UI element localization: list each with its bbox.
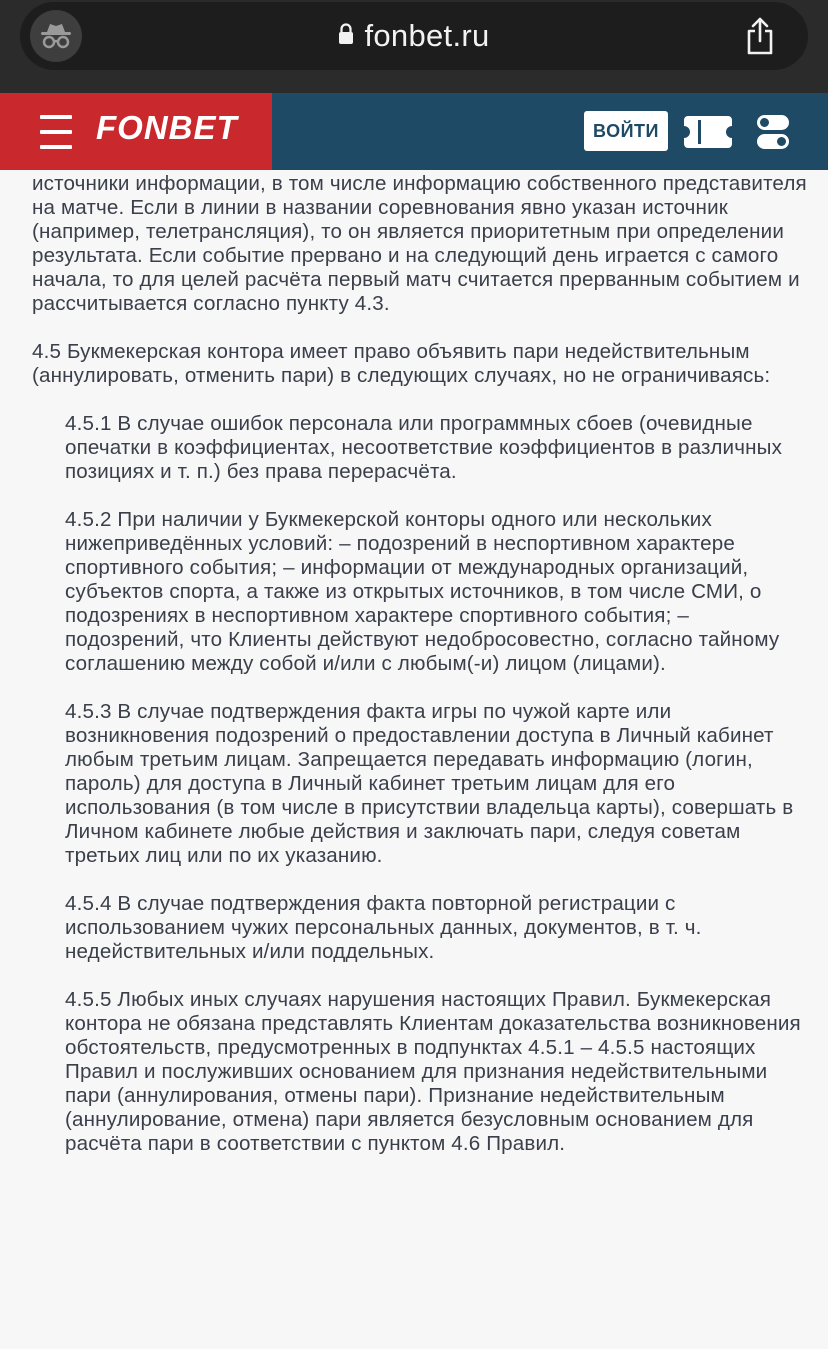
paragraph-4-5-2: 4.5.2 При наличии у Букмекерской конторы одного или нескольких нижеприведённых условий: – подозрений в неспортивном характере спортивного события; – информации от международных организаций, субъектов спорта, а также из открытых источников, в том числе СМИ, о подозрениях в неспортивном характере спортивного события; – подозрений, что Клиенты действуют недобросовестно, согласно тайному соглашению между собой и/или с любым(-и) лицом (лицами). [65, 508, 780, 675]
paragraph-4-5-4: 4.5.4 В случае подтверждения факта повторной регистрации с использованием чужих персональных данных, документов, в т. ч. недействительных и/или поддельных. [65, 892, 702, 963]
site-header [0, 93, 828, 170]
rules-text [32, 172, 812, 1180]
coupon-ticket-icon[interactable] [684, 116, 732, 148]
url-text: fonbet.ru [364, 18, 490, 53]
lock-icon [338, 23, 354, 50]
paragraph-intro: источники информации, в том числе информацию собственного представителя на матче. Если в линии в названии соревнования явно указан источник (например, телетрансляция), то он является приоритетным при определении результата. Если событие прервано и на следующий день играется с самого начала, то для целей расчёта первый матч считается прерванным событием и рассчитывается согласно пункту 4.3. [32, 172, 807, 315]
browser-toolbar [0, 0, 828, 93]
hamburger-menu-icon[interactable] [40, 115, 72, 149]
paragraph-4-5-5: 4.5.5 Любых иных случаях нарушения настоящих Правил. Букмекерская контора не обязана представлять Клиентам доказательства возникновения обстоятельств, предусмотренных в подпунктах 4.5.1 – 4.5.5 настоящих Правил и послуживших основанием для признания недействительными пари (аннулирования, отмены пари). Признание недействительным (аннулирование, отмена) пари является безусловным основанием для расчёта пари в соответствии с пунктом 4.6 Правил. [65, 988, 801, 1155]
paragraph-4-5-1: 4.5.1 В случае ошибок персонала или программных сбоев (очевидные опечатки в коэффициентах, несоответствие коэффициентов в различных позициях и т. п.) без права перерасчёта. [65, 412, 783, 483]
address-bar[interactable] [20, 2, 808, 70]
paragraph-4-5: 4.5 Букмекерская контора имеет право объявить пари недействительным (аннулировать, отменить пари) в следующих случаях, но не ограничиваясь: [32, 340, 771, 387]
share-icon[interactable] [740, 14, 780, 58]
paragraph-4-5-3: 4.5.3 В случае подтверждения факта игры по чужой карте или возникновения подозрений о предоставлении доступа в Личный кабинет любым третьим лицам. Запрещается передавать информацию (логин, пароль) для доступа в Личный кабинет третьим лицам для его использования (в том числе в присутствии владельца карты), совершать в Личном кабинете любые действия и заключать пари, следуя советам третьих лиц или по их указанию. [65, 700, 794, 867]
settings-toggle-icon[interactable] [756, 114, 790, 150]
fonbet-logo[interactable]: FONBET [96, 109, 238, 146]
rules-content [0, 170, 828, 1349]
brand-block [0, 93, 272, 170]
login-button[interactable]: ВОЙТИ [584, 111, 668, 151]
